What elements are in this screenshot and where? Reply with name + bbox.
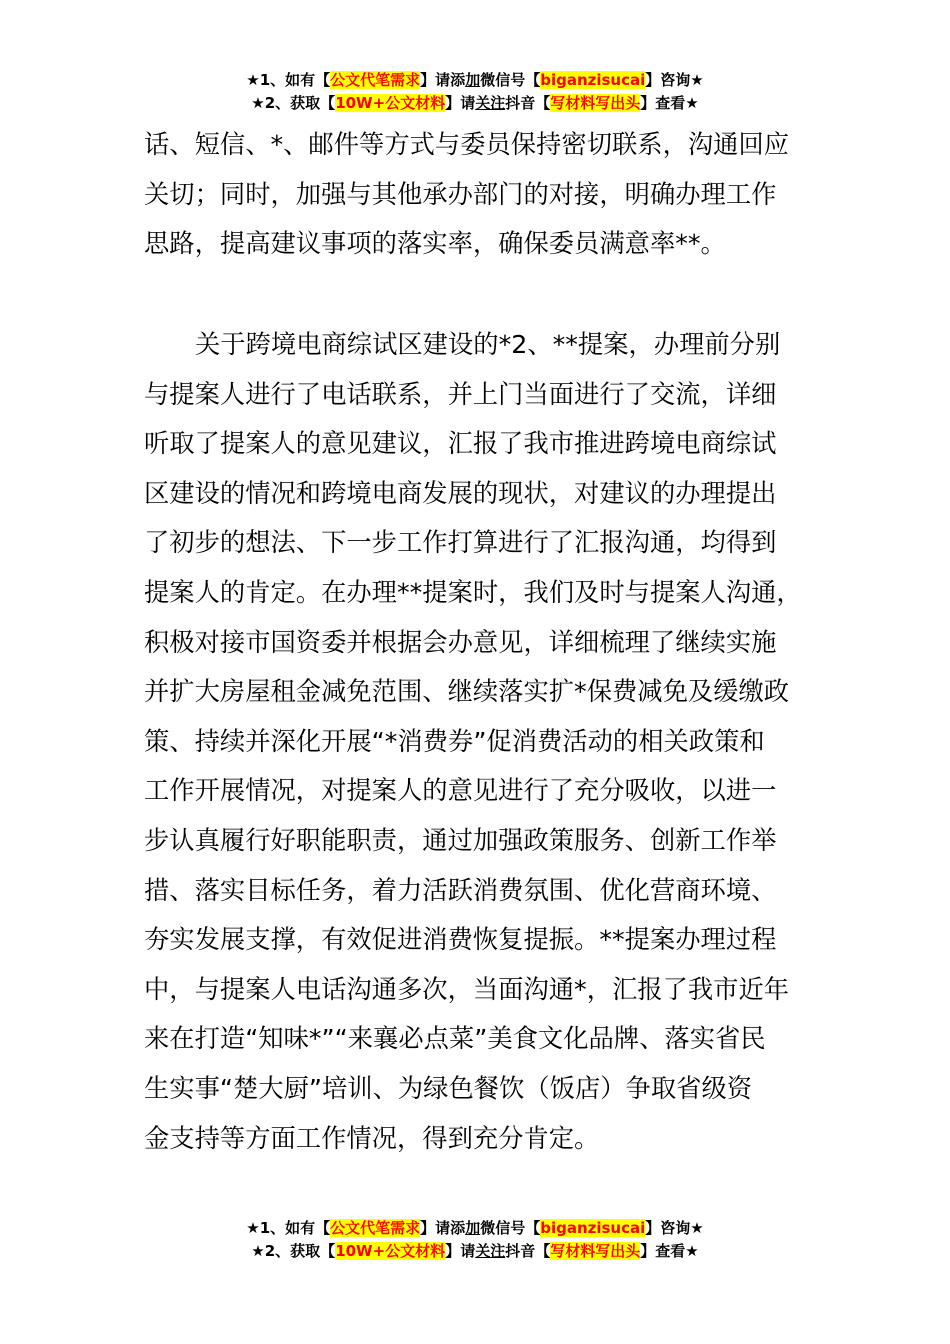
text-line: 步认真履行好职能职责，通过加强政策服务、创新工作举: [144, 825, 777, 855]
text-line: 策、持续并深化开展“*消费券”促消费活动的相关政策和: [144, 726, 765, 756]
banner-text: 】请添: [420, 1219, 466, 1237]
banner-emphasis: 关注: [475, 94, 506, 112]
text-line: 积极对接市国资委并根据会办意见，详细梳理了继续实施: [144, 627, 777, 657]
banner-emphasis: 加: [465, 1219, 481, 1237]
banner-text: 】请: [445, 1242, 476, 1260]
banner-text: 微信号【: [480, 1219, 541, 1237]
text-line: 中，与提案人电话沟通多次，当面沟通*，汇报了我市近年: [144, 974, 790, 1004]
banner-text: 】查看★: [640, 94, 699, 112]
banner-line-1: [0, 69, 950, 92]
paragraph-main: [144, 320, 834, 1163]
text-line: 来在打造“知味*”“来襄必点菜”美食文化品牌、落实省民: [144, 1024, 766, 1054]
banner-text: 抖音【: [505, 94, 551, 112]
footer-banner: [0, 1217, 950, 1263]
text-line: 关于跨境电商综试区建设的*2、**提案，办理前分别: [195, 330, 781, 359]
text-line: 关切；同时，加强与其他承办部门的对接，明确办理工作: [144, 179, 777, 209]
text-line: 金支持等方面工作情况，得到充分肯定。: [144, 1123, 600, 1153]
banner-highlight: biganzisucai: [540, 1219, 646, 1237]
banner-highlight: 写材料写出头: [550, 94, 641, 112]
text-line: 生实事“楚大厨”培训、为绿色餐饮（饭店）争取省级资: [144, 1073, 753, 1103]
banner-text: ★2、获取【: [251, 1242, 336, 1260]
banner-emphasis: 加: [465, 71, 481, 89]
banner-text: 微信号【: [480, 71, 541, 89]
banner-highlight: 公文代笔需求: [330, 71, 421, 89]
header-banner: [0, 69, 950, 115]
banner-highlight: 10W+公文材料: [335, 94, 446, 112]
banner-line-2: [0, 1240, 950, 1263]
banner-text: 抖音【: [505, 1242, 551, 1260]
text-line: 听取了提案人的意见建议，汇报了我市推进跨境电商综试: [144, 429, 777, 459]
text-line: 工作开展情况，对提案人的意见进行了充分吸收，以进一: [144, 776, 777, 806]
banner-line-1: [0, 1217, 950, 1240]
banner-highlight: biganzisucai: [540, 71, 646, 89]
text-line: 区建设的情况和跨境电商发展的现状，对建议的办理提出: [144, 478, 777, 508]
banner-text: ★2、获取【: [251, 94, 336, 112]
banner-text: 】查看★: [640, 1242, 699, 1260]
banner-line-2: [0, 92, 950, 115]
banner-highlight: 10W+公文材料: [335, 1242, 446, 1260]
banner-text: ★1、如有【: [246, 1219, 331, 1237]
banner-text: 】请: [445, 94, 476, 112]
banner-emphasis: 关注: [475, 1242, 506, 1260]
paragraph-continuation: [144, 120, 834, 269]
banner-text: 】咨询★: [645, 1219, 704, 1237]
text-line: 了初步的想法、下一步工作打算进行了汇报沟通，均得到: [144, 528, 777, 558]
banner-highlight: 公文代笔需求: [330, 1219, 421, 1237]
text-line: 措、落实目标任务，着力活跃消费氛围、优化营商环境、: [144, 875, 777, 905]
banner-text: 】咨询★: [645, 71, 704, 89]
text-line: 提案人的肯定。在办理**提案时，我们及时与提案人沟通，: [144, 577, 802, 607]
text-line: 话、短信、*、邮件等方式与委员保持密切联系，沟通回应: [144, 130, 790, 159]
text-line: 并扩大房屋租金减免范围、继续落实扩*保费减免及缓缴政: [144, 677, 790, 707]
text-line: 与提案人进行了电话联系，并上门当面进行了交流，详细: [144, 379, 777, 409]
text-line: 思路，提高建议事项的落实率，确保委员满意率**。: [144, 229, 726, 259]
banner-text: 】请添: [420, 71, 466, 89]
text-line: 夯实发展支撑，有效促进消费恢复提振。**提案办理过程: [144, 925, 777, 955]
banner-highlight: 写材料写出头: [550, 1242, 641, 1260]
banner-text: ★1、如有【: [246, 71, 331, 89]
